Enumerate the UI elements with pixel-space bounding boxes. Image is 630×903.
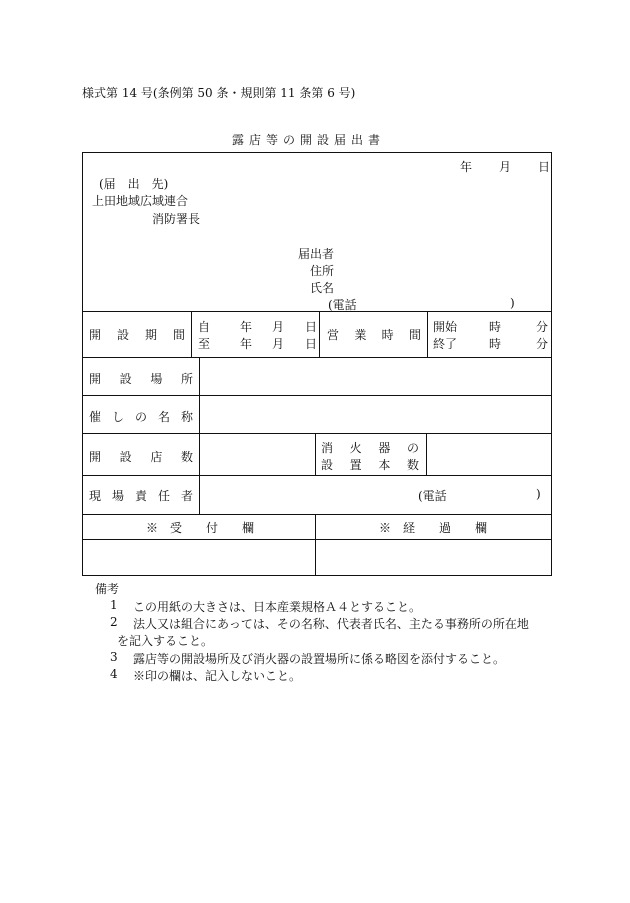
row-divider: [83, 395, 551, 396]
applicant-phone-close: ): [510, 296, 515, 310]
column-divider: [426, 433, 427, 475]
business-hours-label: 営 業 時 間: [327, 328, 421, 342]
site-manager-label: 現 場 責 任 者: [89, 489, 193, 503]
recipient-organization: 上田地域広域連合: [92, 194, 189, 208]
event-name-label: 催 し の 名 称: [89, 410, 193, 424]
note-number: 3: [110, 650, 118, 664]
notes-heading: 備考: [95, 582, 120, 596]
extinguisher-label-line1: 消 火 器 の: [321, 441, 419, 455]
period-from-label: 自: [198, 320, 211, 334]
column-divider: [319, 311, 320, 357]
note-number: 4: [110, 667, 118, 681]
manager-phone-close: ): [536, 487, 541, 501]
note-text: ※印の欄は、記入しないこと。: [133, 669, 302, 683]
store-count-label: 開 設 店 数: [89, 450, 193, 464]
row-divider: [83, 433, 551, 434]
column-divider: [427, 311, 428, 357]
hours-start-minute: 分: [536, 320, 549, 334]
application-form: [82, 152, 552, 576]
hours-start-label: 開始: [433, 320, 458, 334]
row-divider: [83, 311, 551, 312]
row-divider: [83, 539, 551, 540]
receipt-column-header: ※ 受 付 欄: [146, 521, 255, 535]
applicant-name-label: 氏名: [310, 281, 335, 295]
period-label: 開 設 期 間: [89, 328, 185, 342]
period-from-day: 日: [305, 320, 318, 334]
column-divider: [191, 311, 192, 357]
note-text: 法人又は組合にあっては、その名称、代表者氏名、主たる事務所の所在地: [133, 617, 529, 631]
period-to-day: 日: [305, 337, 318, 351]
extinguisher-label-line2: 設 置 本 数: [321, 458, 419, 472]
note-number: 1: [110, 598, 118, 612]
period-from-month: 月: [272, 320, 285, 334]
recipient-title: 消防署長: [152, 212, 201, 226]
recipient-label: (届 出 先): [99, 177, 169, 191]
period-to-year: 年: [240, 337, 253, 351]
note-text: 露店等の開設場所及び消火器の設置場所に係る略図を添付すること。: [133, 652, 506, 666]
period-to-label: 至: [198, 337, 211, 351]
form-number: 様式第 14 号(条例第 50 条・規則第 11 条第 6 号): [82, 86, 356, 100]
note-number: 2: [110, 615, 118, 629]
hours-start-hour: 時: [489, 320, 502, 334]
row-divider: [83, 514, 551, 515]
row-divider: [83, 475, 551, 476]
note-text-continued: を記入すること。: [117, 634, 214, 648]
date-day-label: 日: [538, 160, 551, 174]
column-divider: [315, 514, 316, 576]
hours-end-label: 終了: [433, 337, 458, 351]
applicant-address-label: 住所: [310, 264, 335, 278]
period-from-year: 年: [240, 320, 253, 334]
manager-phone-label: (電話: [418, 489, 447, 503]
hours-end-minute: 分: [536, 337, 549, 351]
period-to-month: 月: [272, 337, 285, 351]
date-year-label: 年: [460, 160, 473, 174]
row-divider: [83, 357, 551, 358]
column-divider: [315, 433, 316, 475]
column-divider: [199, 357, 200, 514]
hours-end-hour: 時: [489, 337, 502, 351]
date-month-label: 月: [499, 160, 512, 174]
applicant-phone-label: (電話: [328, 298, 357, 312]
applicant-label: 届出者: [298, 247, 335, 261]
location-label: 開 設 場 所: [89, 372, 193, 386]
note-text: この用紙の大きさは、日本産業規格Ａ４とすること。: [133, 600, 422, 614]
progress-column-header: ※ 経 過 欄: [379, 521, 488, 535]
document-title: 露店等の開設届出書: [232, 133, 386, 147]
